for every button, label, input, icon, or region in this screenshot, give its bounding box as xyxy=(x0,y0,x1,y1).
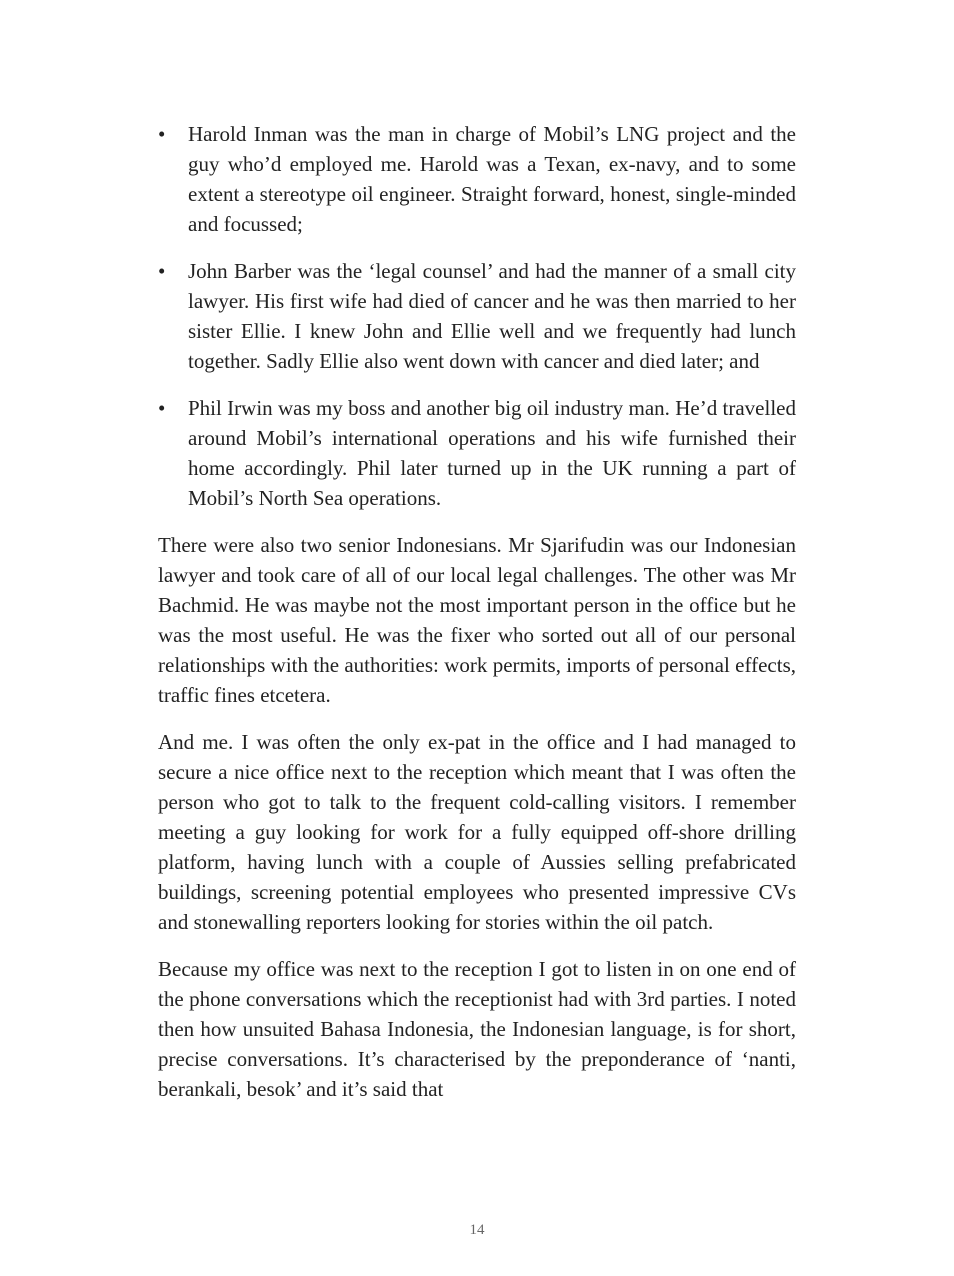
page-body xyxy=(158,119,796,1121)
bullet-list xyxy=(158,119,796,513)
bullet-item xyxy=(158,256,796,376)
bullet-marker: • xyxy=(158,122,166,146)
paragraph: Because my office was next to the reception I got to listen in on one end of the phone conversations which the receptionist had with 3rd parties. I noted then how unsuited Bahasa Indonesia, the Indonesian language, is for short, precise conversations. It’s characterised by the preponderance of ‘nanti, berankali, besok’ and it’s said that xyxy=(158,957,796,1101)
paragraph: There were also two senior Indonesians. Mr Sjarifudin was our Indonesian lawyer and took care of all of our local legal challenges. The other was Mr Bachmid. He was maybe not the most important person in the office but he was the most useful. He was the fixer who sorted out all of our personal relationships with the authorities: work permits, imports of personal effects, traffic fines etcetera. xyxy=(158,533,796,707)
paragraph: And me. I was often the only ex-pat in the office and I had managed to secure a nice office next to the reception which meant that I was often the person who got to talk to the frequent cold-calling visitors. I remember meeting a guy looking for work for a fully equipped off-shore drilling platform, having lunch with a couple of Aussies selling prefabricated buildings, screening potential employees who presented impressive CVs and stonewalling reporters looking for stories within the oil patch. xyxy=(158,730,796,934)
bullet-marker: • xyxy=(158,396,166,420)
bullet-item xyxy=(158,119,796,239)
bullet-text: Phil Irwin was my boss and another big oil industry man. He’d travelled around Mobil’s international operations and his wife furnished their home accordingly. Phil later turned up in the UK running a part of Mobil’s North Sea operations. xyxy=(188,396,796,510)
bullet-text: Harold Inman was the man in charge of Mobil’s LNG project and the guy who’d employed me. Harold was a Texan, ex-navy, and to some extent a stereotype oil engineer. Straight forward, honest, single-minded and focussed; xyxy=(188,122,796,236)
bullet-marker: • xyxy=(158,259,166,283)
page-number: 14 xyxy=(469,1222,485,1238)
bullet-item xyxy=(158,393,796,513)
bullet-text: John Barber was the ‘legal counsel’ and had the manner of a small city lawyer. His first wife had died of cancer and he was then married to her sister Ellie. I knew John and Ellie well and we frequently had lunch together. Sadly Ellie also went down with cancer and died later; and xyxy=(188,259,796,373)
